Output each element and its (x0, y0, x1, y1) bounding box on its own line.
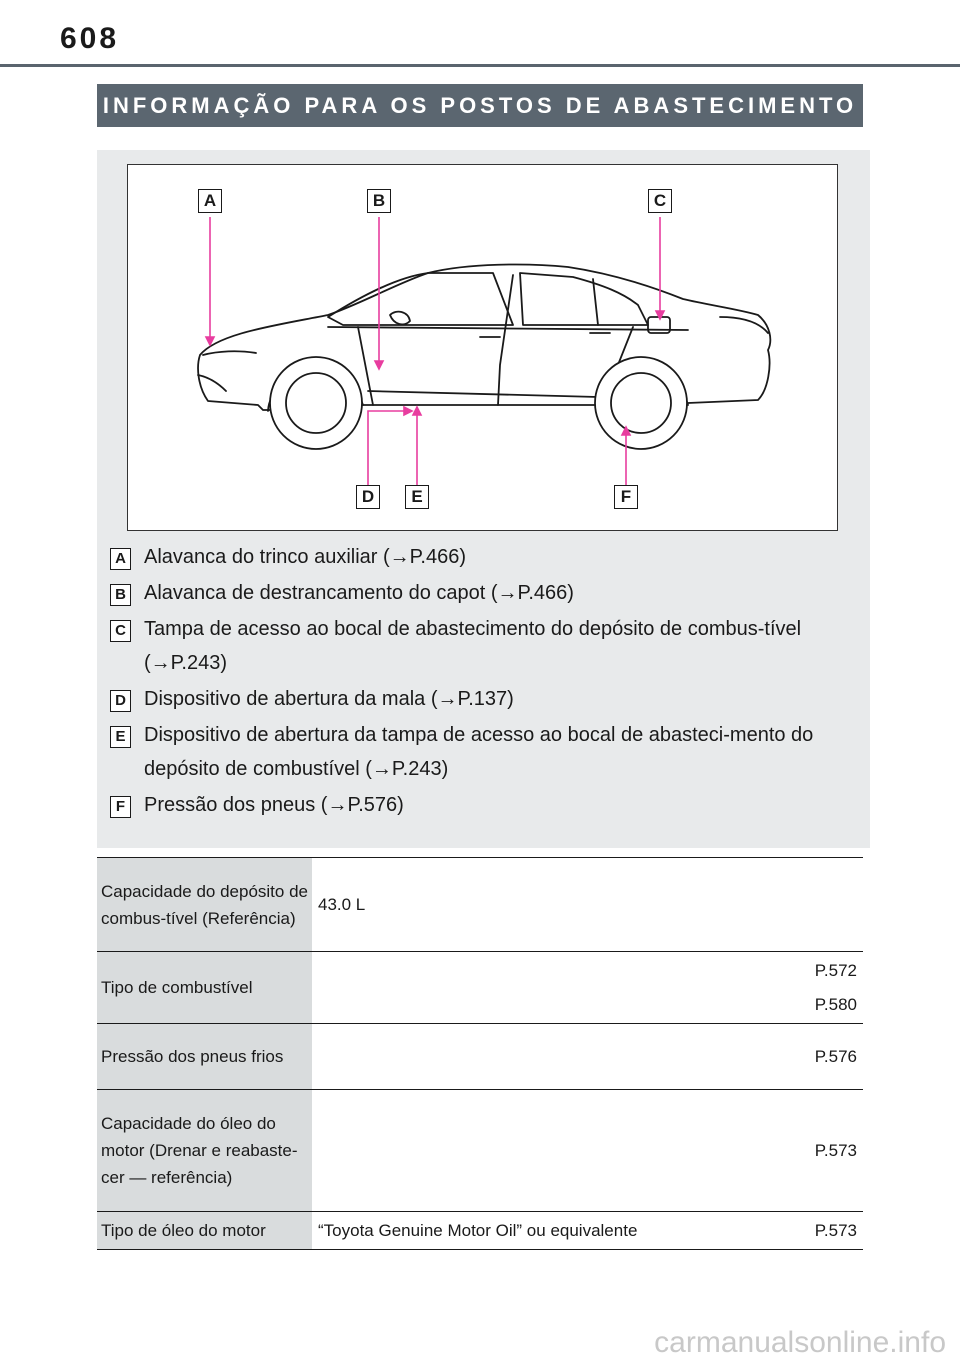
legend-text-b: Alavanca de destrancamento do capot (→P.466) (144, 582, 574, 604)
legend-item-a (108, 540, 853, 574)
legend-text-f: Pressão dos pneus (→P.576) (144, 794, 404, 816)
car-side-view-drawing (128, 165, 839, 532)
legend-item-c (108, 612, 853, 680)
legend-text-c: Tampa de acesso ao bocal de abastecimento do depósito de combus-tível (→P.243) (144, 618, 802, 674)
legend-letter-a: A (110, 548, 131, 570)
table-row (97, 1212, 863, 1250)
legend-text-d: Dispositivo de abertura da mala (→P.137) (144, 688, 514, 710)
callout-f: F (614, 485, 638, 509)
refuel-spec-table (97, 857, 863, 1250)
legend-letter-e: E (110, 726, 131, 748)
callout-a: A (198, 189, 222, 213)
fuel-type-ref-1: P.572 (814, 960, 857, 980)
site-watermark: carmanualsonline.info (654, 1326, 946, 1359)
fuel-type-ref-2: P.580 (814, 994, 857, 1014)
page-number: 608 (60, 22, 120, 55)
row-ref-fuel-type (763, 952, 863, 1024)
section-title: INFORMAÇÃO PARA OS POSTOS DE ABASTECIMENTO (97, 84, 863, 127)
table-row (97, 858, 863, 952)
table-row (97, 1024, 863, 1090)
row-ref-oil-type: P.573 (763, 1212, 863, 1250)
row-value-fuel-capacity: 43.0 L (312, 858, 763, 952)
row-ref-fuel-capacity (763, 858, 863, 952)
row-label-tire-pressure: Pressão dos pneus frios (97, 1024, 312, 1090)
row-value-oil-type: “Toyota Genuine Motor Oil” ou equivalente (312, 1212, 763, 1250)
legend-letter-d: D (110, 690, 131, 712)
legend-item-e (108, 718, 853, 786)
callout-e: E (405, 485, 429, 509)
row-value-tire-pressure (312, 1024, 763, 1090)
row-ref-oil-capacity: P.573 (763, 1090, 863, 1212)
header-rule (0, 64, 960, 67)
callout-b: B (367, 189, 391, 213)
row-label-fuel-type: Tipo de combustível (97, 952, 312, 1024)
callout-c: C (648, 189, 672, 213)
legend-text-e: Dispositivo de abertura da tampa de acesso ao bocal de abasteci-mento do depósito de combustível (→P.243) (144, 724, 814, 780)
row-value-oil-capacity (312, 1090, 763, 1212)
row-ref-tire-pressure: P.576 (763, 1024, 863, 1090)
callout-d: D (356, 485, 380, 509)
legend-item-b (108, 576, 853, 610)
legend-item-d (108, 682, 853, 716)
table-row (97, 1090, 863, 1212)
row-label-oil-type: Tipo de óleo do motor (97, 1212, 312, 1250)
row-label-fuel-capacity: Capacidade do depósito de combus-tível (Referência) (97, 858, 312, 952)
car-illustration (127, 164, 838, 531)
callout-legend (108, 540, 853, 824)
legend-letter-b: B (110, 584, 131, 606)
legend-letter-c: C (110, 620, 131, 642)
legend-letter-f: F (110, 796, 131, 818)
row-label-oil-capacity: Capacidade do óleo do motor (Drenar e reabaste-cer — referência) (97, 1090, 312, 1212)
legend-text-a: Alavanca do trinco auxiliar (→P.466) (144, 546, 467, 568)
legend-item-f (108, 788, 853, 822)
table-row (97, 952, 863, 1024)
row-value-fuel-type (312, 952, 763, 1024)
